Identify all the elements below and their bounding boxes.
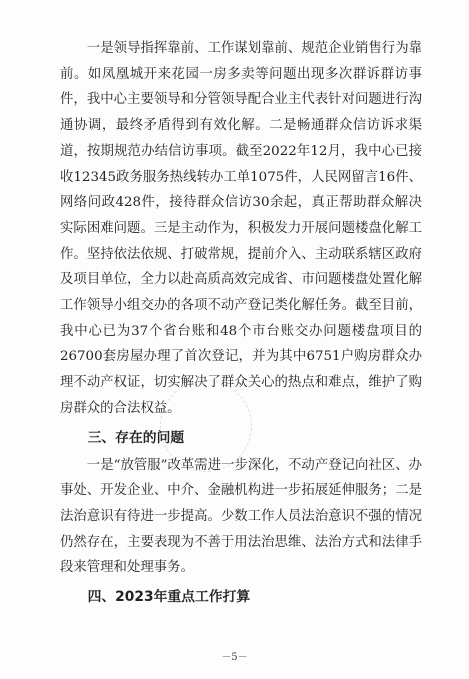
section-heading-plans: 四、2023年重点工作打算 xyxy=(87,589,251,606)
section-heading-problems: 三、存在的问题 xyxy=(87,429,185,446)
paragraph-problems: 一是“放管服”改革需进一步深化，不动产登记向社区、办事处、开发企业、中介、金融机构进一步拓展延伸服务；二是法治意识有待进一步提高。少数工作人员法治意识不强的情况仍然存在，主要表现为不善于用法治思维、法治方式和法律手段来管理和处理事务。 xyxy=(60,457,422,576)
paragraph-achievements: 一是领导指挥靠前、工作谋划靠前、规范企业销售行为靠前。如凤凰城开来花园一房多卖等问题出现多次群诉群访事件，我中心主要领导和分管领导配合业主代表针对问题进行沟通协调，最终矛盾得到有效化解。二是畅通群众信访诉求渠道，按期规范办结信访事项。截至2022年12月，我中心已接收12345政务服务热线转办工单1075件，人民网留言16件、网络问政428件，接待群众信访30余起，真正帮助群众解决实际困难问题。三是主动作为，积极发力开展问题楼盘化解工作。坚持依法依规、打破常规，提前介入、主动联系辖区政府及项目单位，全力以赴高质高效完成省、市问题楼盘处置化解工作领导小组交办的各项不动产登记类化解任务。截至目前，我中心已为37个省台账和48个市台账交办问题楼盘项目的26700套房屋办理了首次登记，并为其中6751户购房群众办理不动产权证，切实解决了群众关心的热点和难点，维护了购房群众的合法权益。 xyxy=(60,41,422,416)
page-number: －5－ xyxy=(221,652,248,663)
document-body xyxy=(60,36,422,612)
